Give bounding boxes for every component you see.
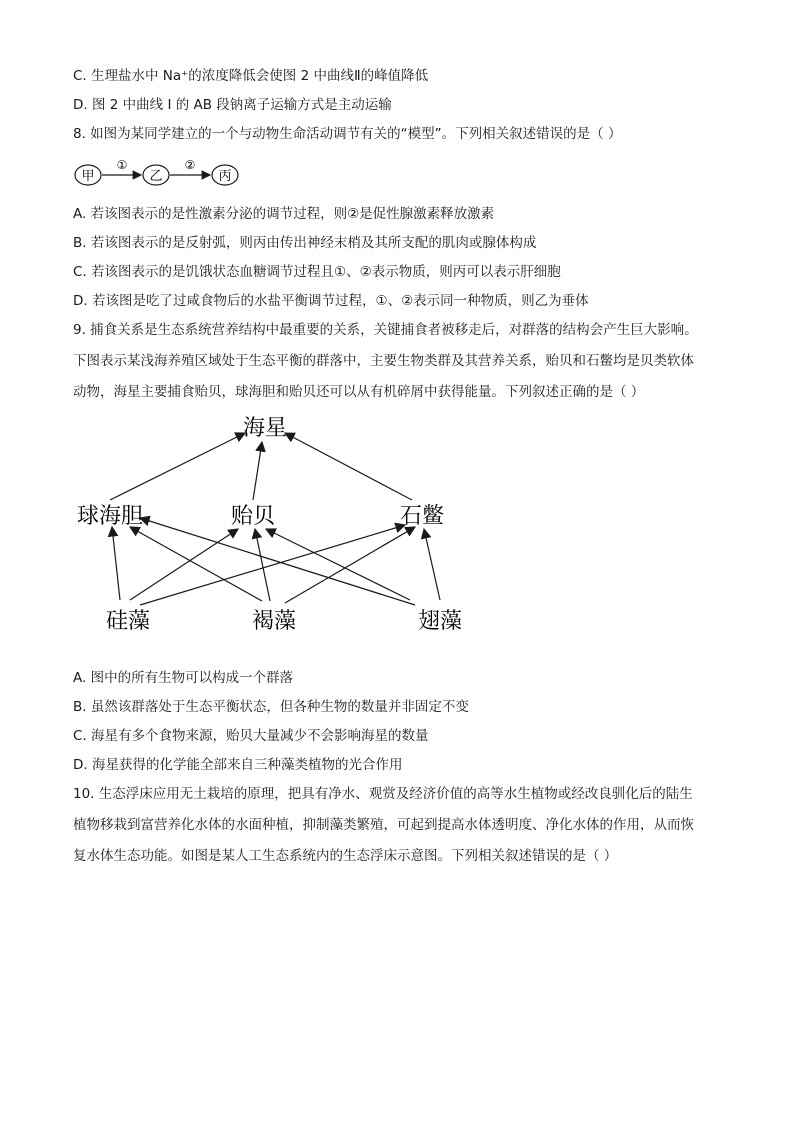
edge-shibie-haixing: [285, 433, 412, 500]
question-9-stem-line-2: 下图表示某浅海养殖区域处于生态平衡的群落中，主要生物类群及其营养关系，贻贝和石鳖均是贝类软体: [73, 353, 694, 369]
node-yibei: 贻贝: [230, 504, 276, 529]
edge-guizao-shibie: [140, 525, 405, 605]
arrow-1-label: ①: [116, 158, 128, 172]
node-guizao: 硅藻: [105, 609, 151, 634]
question-7-option-d: D. 图 2 中曲线 I 的 AB 段钠离子运输方式是主动运输: [73, 97, 392, 113]
node-chizao: 翅藻: [417, 609, 463, 634]
node-hezao: 褐藻: [251, 609, 297, 634]
arrow-2-label: ②: [184, 158, 196, 172]
regulation-model-diagram: [70, 155, 260, 195]
edge-hezao-yibei: [255, 529, 270, 601]
node-haixing: 海星: [242, 416, 288, 441]
question-10-stem-line-2: 植物移栽到富营养化水体的水面种植，抑制藻类繁殖，可起到提高水体透明度、净化水体的作用，从而恢: [73, 817, 694, 833]
question-9-stem-line-3: 动物，海星主要捕食贻贝，球海胆和贻贝还可以从有机碎屑中获得能量。下列叙述正确的是（ ）: [73, 384, 645, 400]
edge-hezao-shibie: [285, 527, 415, 603]
question-8-stem: 8. 如图为某同学建立的一个与动物生命活动调节有关的“模型”。下列相关叙述错误的是（ ）: [73, 126, 622, 142]
question-9-option-b: B. 虽然该群落处于生态平衡状态，但各种生物的数量并非固定不变: [73, 699, 469, 715]
node-qiuhaidan: 球海胆: [76, 504, 144, 529]
edge-guizao-qiuhaidan: [112, 527, 120, 600]
question-8-option-d: D. 若该图是吃了过咸食物后的水盐平衡调节过程，①、②表示同一种物质，则乙为垂体: [73, 293, 589, 309]
question-8-option-a: A. 若该图表示的是性激素分泌的调节过程，则②是促性腺激素释放激素: [73, 206, 495, 222]
edge-yibei-haixing: [253, 442, 262, 500]
edge-chizao-shibie: [424, 529, 440, 600]
node-shibie: 石鳖: [399, 504, 445, 529]
edge-guizao-yibei: [130, 529, 238, 600]
node-yi-label: 乙: [149, 169, 163, 184]
question-10-stem-line-1: 10. 生态浮床应用无土栽培的原理，把具有净水、观赏及经济价值的高等水生植物或经改良驯化后的陆生: [73, 786, 693, 802]
edge-hezao-qiuhaidan: [130, 527, 262, 601]
edge-qiuhaidan-haixing: [110, 433, 245, 500]
node-jia-label: 甲: [81, 169, 95, 184]
question-8-option-c: C. 若该图表示的是饥饿状态血糖调节过程且①、②表示物质，则丙可以表示肝细胞: [73, 264, 561, 280]
question-9-option-c: C. 海星有多个食物来源，贻贝大量减少不会影响海星的数量: [73, 728, 429, 744]
question-9-option-d: D. 海星获得的化学能全部来自三种藻类植物的光合作用: [73, 757, 403, 773]
question-9-stem-line-1: 9. 捕食关系是生态系统营养结构中最重要的关系，关键捕食者被移走后，对群落的结构会产生巨大影响。: [73, 322, 698, 338]
question-9-option-a: A. 图中的所有生物可以构成一个群落: [73, 670, 294, 686]
question-7-option-c: C. 生理盐水中 Na⁺的浓度降低会使图 2 中曲线Ⅱ的峰值降低: [73, 68, 429, 84]
food-web-diagram: [70, 405, 480, 640]
question-10-stem-line-3: 复水体生态功能。如图是某人工生态系统内的生态浮床示意图。下列相关叙述错误的是（ ）: [73, 848, 618, 864]
question-8-option-b: B. 若该图表示的是反射弧，则丙由传出神经末梢及其所支配的肌肉或腺体构成: [73, 235, 537, 251]
node-bing-label: 丙: [218, 169, 232, 184]
